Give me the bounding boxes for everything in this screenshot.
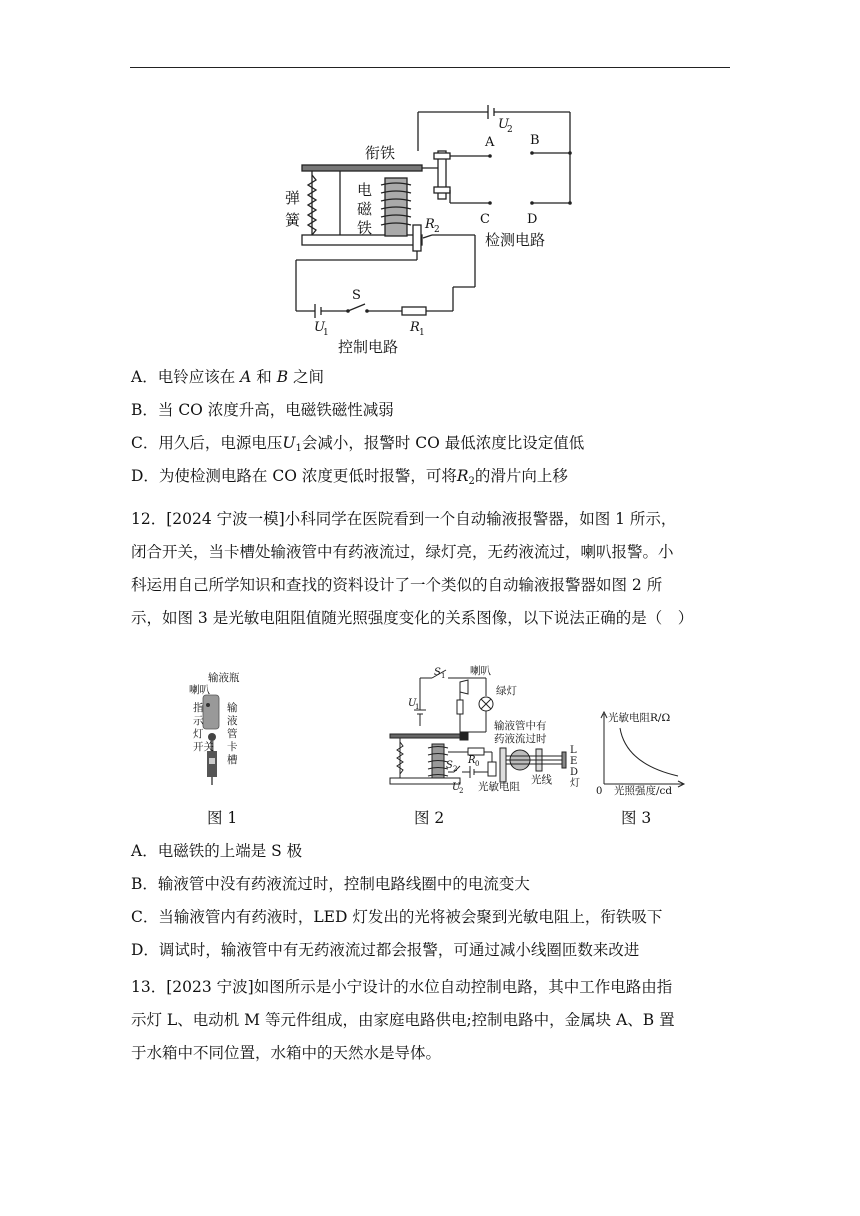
switch-knob bbox=[208, 733, 216, 741]
svg-text:喇叭: 喇叭 bbox=[189, 684, 210, 696]
svg-text:喇叭: 喇叭 bbox=[470, 665, 491, 677]
header-rule bbox=[130, 67, 730, 68]
fig2-alarm-circuit bbox=[388, 660, 603, 795]
svg-text:D: D bbox=[527, 212, 538, 227]
svg-text:光敏电阻: 光敏电阻 bbox=[478, 781, 520, 793]
q13-stem-line-3: 于水箱中不同位置，水箱中的天然水是导体。 bbox=[131, 1044, 442, 1062]
svg-text:B: B bbox=[530, 133, 540, 148]
r2-rheostat bbox=[413, 225, 421, 251]
q12-option-d: D．调试时，输液管中有无药液流过都会报警，可通过减小线圈匝数来改进 bbox=[131, 941, 640, 959]
svg-text:示: 示 bbox=[193, 715, 204, 727]
svg-text:输: 输 bbox=[227, 702, 238, 714]
svg-text:2: 2 bbox=[434, 225, 440, 235]
q12-stem-line-3: 科运用自己所学知识和查找的资料设计了一个类似的自动输液报警器如图 2 所 bbox=[131, 576, 663, 594]
svg-text:C: C bbox=[480, 212, 490, 227]
svg-text:0: 0 bbox=[475, 760, 480, 768]
svg-text:S: S bbox=[434, 667, 441, 678]
svg-text:管: 管 bbox=[227, 728, 238, 740]
q12-stem-line-1: 12．[2024 宁波一模]小科同学在医院看到一个自动输液报警器，如图 1 所示， bbox=[131, 510, 677, 528]
svg-text:2: 2 bbox=[453, 765, 458, 773]
q12-stem-line-2: 闭合开关，当卡槽处输液管中有药液流过，绿灯亮，无药液流过，喇叭报警。小 bbox=[131, 543, 674, 561]
fig1-infusion-alarm-device bbox=[175, 665, 275, 785]
svg-text:绿灯: 绿灯 bbox=[496, 685, 517, 697]
svg-text:2: 2 bbox=[507, 125, 513, 135]
svg-text:输液瓶: 输液瓶 bbox=[208, 672, 240, 684]
svg-text:开关: 开关 bbox=[193, 741, 214, 753]
fig2-caption: 图 2 bbox=[414, 809, 445, 827]
svg-text:液: 液 bbox=[227, 715, 238, 727]
svg-text:2: 2 bbox=[459, 787, 464, 795]
q12-option-b: B．输液管中没有药液流过时，控制电路线圈中的电流变大 bbox=[131, 875, 530, 893]
svg-text:U: U bbox=[498, 117, 509, 132]
fig3-caption: 图 3 bbox=[621, 809, 652, 827]
fig1-caption: 图 1 bbox=[207, 809, 238, 827]
svg-text:S: S bbox=[352, 288, 361, 303]
svg-text:1: 1 bbox=[419, 328, 425, 338]
svg-text:U: U bbox=[452, 782, 461, 793]
svg-text:指: 指 bbox=[193, 702, 204, 714]
q12-option-c: C．当输液管内有药液时，LED 灯发出的光将被会聚到光敏电阻上，衔铁吸下 bbox=[131, 908, 663, 926]
co-alarm-circuit-figure bbox=[270, 95, 590, 357]
svg-text:1: 1 bbox=[415, 703, 420, 711]
svg-text:R: R bbox=[410, 320, 420, 335]
q11-option-b: B．当 CO 浓度升高，电磁铁磁性减弱 bbox=[131, 401, 394, 419]
svg-text:输液管中有: 输液管中有 bbox=[494, 720, 547, 732]
svg-text:E: E bbox=[570, 756, 578, 767]
q13-stem-line-1: 13．[2023 宁波]如图所示是小宁设计的水位自动控制电路，其中工作电路由指 bbox=[131, 978, 673, 996]
svg-text:药液流过时: 药液流过时 bbox=[494, 733, 547, 745]
svg-text:A: A bbox=[485, 135, 495, 150]
svg-text:0: 0 bbox=[596, 786, 603, 797]
svg-text:槽: 槽 bbox=[227, 754, 238, 766]
svg-text:卡: 卡 bbox=[227, 741, 238, 753]
q12-option-a: A．电磁铁的上端是 S 极 bbox=[131, 842, 303, 860]
svg-text:弹: 弹 bbox=[285, 189, 301, 207]
svg-text:光敏电阻R/Ω: 光敏电阻R/Ω bbox=[608, 712, 671, 724]
svg-text:灯: 灯 bbox=[193, 728, 204, 740]
svg-text:灯: 灯 bbox=[570, 778, 580, 789]
armature-label: 衔铁 bbox=[365, 144, 396, 162]
svg-text:1: 1 bbox=[323, 328, 329, 338]
svg-text:簧: 簧 bbox=[285, 211, 301, 229]
control-circuit-label: 控制电路 bbox=[338, 338, 399, 356]
svg-text:L: L bbox=[570, 745, 577, 756]
svg-text:S: S bbox=[446, 760, 453, 771]
q11-option-a: A．电铃应该在 A 和 B 之间 bbox=[131, 368, 325, 386]
q11-option-d: D．为使检测电路在 CO 浓度更低时报警，可将$R_2$的滑片向上移 bbox=[131, 467, 568, 487]
svg-text:铁: 铁 bbox=[357, 219, 373, 237]
svg-text:U: U bbox=[408, 698, 417, 709]
fig3-ldr-graph bbox=[592, 708, 692, 798]
q12-stem-line-4: 示，如图 3 是光敏电阻阻值随光照强度变化的关系图像，以下说法正确的是（ ） bbox=[131, 609, 694, 627]
svg-text:R: R bbox=[468, 755, 476, 766]
svg-text:光照强度/cd: 光照强度/cd bbox=[614, 785, 673, 797]
svg-text:R: R bbox=[425, 217, 435, 232]
svg-text:磁: 磁 bbox=[357, 200, 373, 218]
detect-circuit-label: 检测电路 bbox=[485, 231, 546, 249]
q13-stem-line-2: 示灯 L、电动机 M 等元件组成，由家庭电路供电;控制电路中，金属块 A、B 置 bbox=[131, 1011, 675, 1029]
svg-text:电: 电 bbox=[357, 181, 373, 199]
q11-option-c: C．用久后，电源电压$U_1$会减小，报警时 CO 最低浓度比设定值低 bbox=[131, 434, 585, 454]
ldr-curve bbox=[620, 728, 678, 776]
svg-text:1: 1 bbox=[441, 672, 446, 680]
svg-text:D: D bbox=[570, 767, 579, 778]
svg-text:光线: 光线 bbox=[531, 774, 552, 786]
svg-text:U: U bbox=[314, 320, 325, 335]
armature-bar bbox=[302, 165, 422, 171]
device-body bbox=[203, 695, 219, 729]
